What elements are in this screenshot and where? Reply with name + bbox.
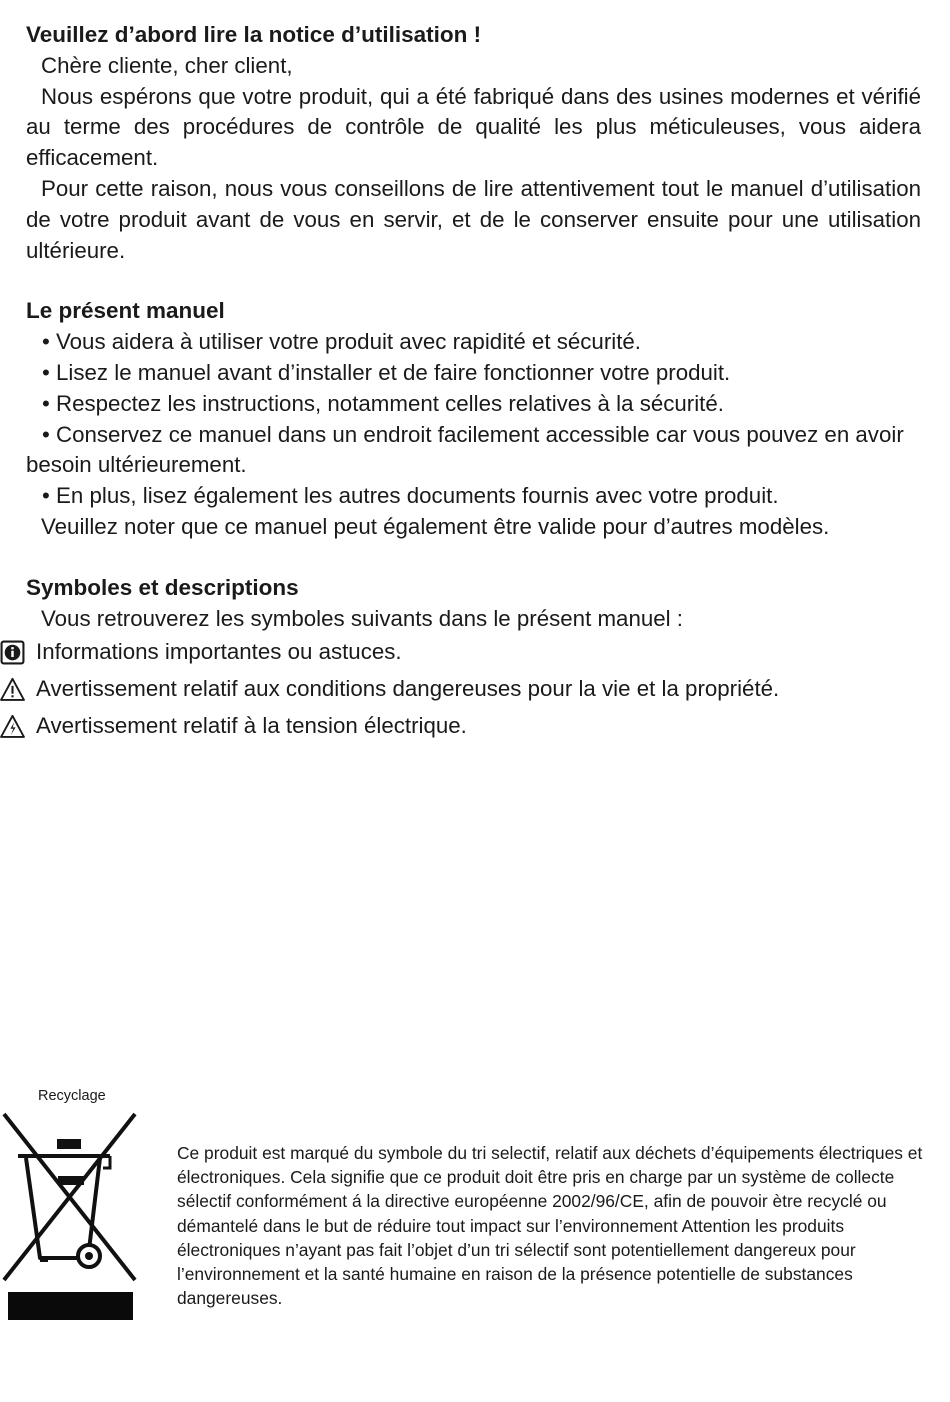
recycling-text: Ce produit est marqué du symbole du tri selectif, relatif aux déchets d’équipements électriques et électroniques. Cela signifie que ce produit doit être pris en charge par un système de collecte sélectif conformément á la directive européenne 2002/96/CE, afin de pouvoir ètre recyclé ou démantelé dans le but de réduire tout impact sur l’environnement Attention les produits électroniques n’ayant pas fait l’objet d’un tri sélectif sont potentiellement dangereux pour l’environnement et la santé humaine en raison de la présence potentielle de substances dangereuses. [177, 1143, 923, 1309]
section-spacer [26, 543, 921, 573]
intro-paragraph-2: Pour cette raison, nous vous conseillons de lire attentivement tout le manuel d’utilisation de votre produit avant de vous en servir, et de le conserver ensuite pour une utilisation ultérieure. [26, 175, 921, 263]
crossed-out-bin-icon [0, 1110, 140, 1325]
recycling-label: Recyclage [38, 1088, 106, 1104]
warning-icon [0, 677, 25, 702]
intro-heading: Veuillez d’abord lire la notice d’utilisation ! [26, 22, 482, 47]
greeting: Chère cliente, cher client, [41, 52, 293, 78]
manual-page [26, 20, 921, 745]
manual-heading: Le présent manuel [26, 298, 225, 324]
manual-bullet: • Lisez le manuel avant d’installer et de faire fonctionner votre produit. [42, 359, 731, 385]
symbol-row-warning [0, 671, 921, 708]
symbol-row-info [0, 634, 921, 671]
intro-paragraph-1: Nous espérons que votre produit, qui a été fabriqué dans des usines modernes et vérifié au terme des procédures de contrôle de qualité les plus méticuleuses, vous aidera efficacement. [26, 83, 921, 171]
manual-bullet: • Respectez les instructions, notamment celles relatives à la sécurité. [42, 390, 724, 416]
symbols-heading: Symboles et descriptions [26, 574, 299, 600]
manual-bullet: • Vous aidera à utiliser votre produit avec rapidité et sécurité. [42, 329, 641, 355]
symbol-info-text: Informations importantes ou astuces. [36, 639, 402, 665]
symbol-electric-text: Avertissement relatif à la tension électrique. [36, 713, 467, 739]
section-spacer [26, 266, 921, 296]
manual-bullet: • Conservez ce manuel dans un endroit facilement accessible car vous pouvez en avoir besoin ultérieurement. [26, 421, 904, 478]
symbols-intro: Vous retrouverez les symboles suivants dans le présent manuel : [41, 605, 683, 631]
info-icon [0, 640, 25, 665]
electric-warning-icon [0, 714, 25, 739]
symbol-warning-text: Avertissement relatif aux conditions dangereuses pour la vie et la propriété. [36, 676, 780, 702]
manual-bullet: • En plus, lisez également les autres documents fournis avec votre produit. [42, 483, 779, 509]
manual-note: Veuillez noter que ce manuel peut également être valide pour d’autres modèles. [41, 513, 830, 539]
symbol-row-electric [0, 708, 921, 745]
